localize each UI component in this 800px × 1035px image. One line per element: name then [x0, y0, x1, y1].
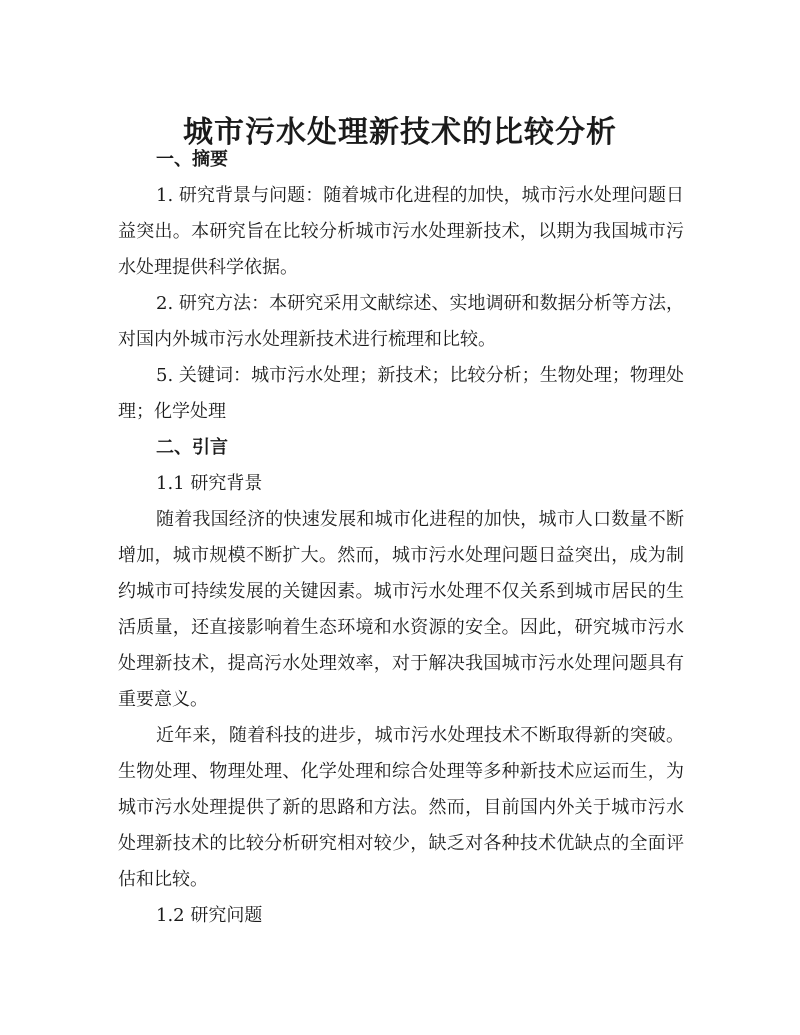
document-body — [118, 142, 684, 934]
section-heading-introduction: 二、引言 — [156, 437, 228, 458]
abstract-paragraph-method: 2. 研究方法：本研究采用文献综述、实地调研和数据分析等方法，对国内外城市污水处理新技术进行梳理和比较。 — [118, 293, 684, 350]
introduction-paragraph-2: 近年来，随着科技的进步，城市污水处理技术不断取得新的突破。生物处理、物理处理、化学处理和综合处理等多种新技术应运而生，为城市污水处理提供了新的思路和方法。然而，目前国内外关于城市污水处理新技术的比较分析研究相对较少，缺乏对各种技术优缺点的全面评估和比较。 — [118, 725, 684, 890]
subheading-research-background: 1.1 研究背景 — [156, 473, 263, 494]
subheading-research-question: 1.2 研究问题 — [156, 905, 263, 926]
section-heading-abstract: 一、摘要 — [156, 149, 228, 170]
abstract-paragraph-keywords: 5. 关键词：城市污水处理；新技术；比较分析；生物处理；物理处理；化学处理 — [118, 365, 684, 422]
document-title: 城市污水处理新技术的比较分析 — [183, 115, 617, 151]
abstract-paragraph-background: 1. 研究背景与问题：随着城市化进程的加快，城市污水处理问题日益突出。本研究旨在比较分析城市污水处理新技术，以期为我国城市污水处理提供科学依据。 — [118, 185, 684, 278]
introduction-paragraph-1: 随着我国经济的快速发展和城市化进程的加快，城市人口数量不断增加，城市规模不断扩大。然而，城市污水处理问题日益突出，成为制约城市可持续发展的关键因素。城市污水处理不仅关系到城市居民的生活质量，还直接影响着生态环境和水资源的安全。因此，研究城市污水处理新技术，提高污水处理效率，对于解决我国城市污水处理问题具有重要意义。 — [118, 509, 684, 710]
